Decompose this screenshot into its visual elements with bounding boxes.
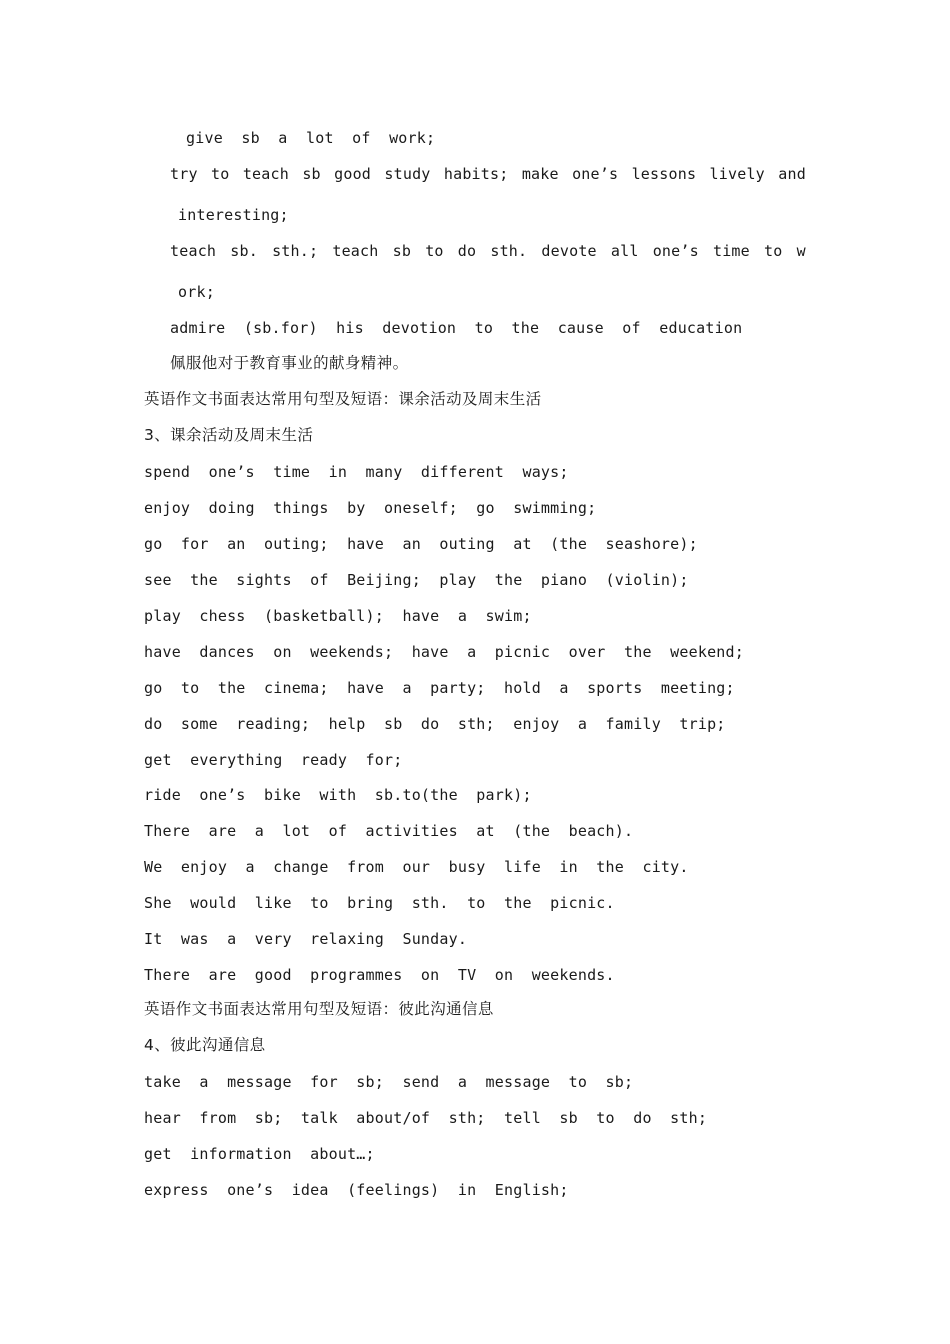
word: lessons bbox=[631, 165, 697, 183]
word: all bbox=[610, 242, 639, 260]
word: make bbox=[521, 165, 559, 183]
word: sth.; bbox=[272, 242, 319, 260]
text-line: give sb a lot of work; bbox=[186, 129, 436, 147]
text-line: get everything ready for; bbox=[144, 751, 403, 769]
text-line: go to the cinema; have a party; hold a sports meeting; bbox=[144, 679, 735, 697]
text-line: interesting; bbox=[178, 206, 289, 224]
text-line: There are a lot of activities at (the beach). bbox=[144, 822, 634, 840]
section-header: 英语作文书面表达常用句型及短语：课余活动及周末生活 bbox=[144, 390, 542, 408]
word: time bbox=[712, 242, 750, 260]
text-line: take a message for sb; send a message to sb; bbox=[144, 1073, 634, 1091]
word: good bbox=[334, 165, 372, 183]
text-line: ork; bbox=[178, 283, 215, 301]
text-line: She would like to bring sth. to the picnic. bbox=[144, 894, 615, 912]
section-title: 4、彼此沟通信息 bbox=[144, 1036, 266, 1054]
word: sb bbox=[302, 165, 321, 183]
text-line-justified bbox=[170, 164, 806, 184]
word: and bbox=[778, 165, 806, 183]
text-line: do some reading; help sb do sth; enjoy a family trip; bbox=[144, 715, 726, 733]
word: teach bbox=[170, 242, 217, 260]
word: sth. bbox=[490, 242, 528, 260]
word: to bbox=[425, 242, 444, 260]
text-line: admire (sb.for) his devotion to the cause of education bbox=[170, 319, 743, 337]
word: habits; bbox=[443, 165, 509, 183]
text-line: There are good programmes on TV on weekends. bbox=[144, 966, 615, 984]
section-header: 英语作文书面表达常用句型及短语：彼此沟通信息 bbox=[144, 1000, 494, 1018]
text-line: get information about…; bbox=[144, 1145, 375, 1163]
translation-line: 佩服他对于教育事业的献身精神。 bbox=[170, 354, 409, 372]
word: teach bbox=[242, 165, 289, 183]
word: try bbox=[170, 165, 198, 183]
word: to bbox=[211, 165, 230, 183]
word: teach bbox=[332, 242, 379, 260]
word: one’s bbox=[572, 165, 619, 183]
word: one’s bbox=[652, 242, 699, 260]
text-line-justified bbox=[170, 241, 806, 261]
word: lively bbox=[709, 165, 765, 183]
word: to bbox=[764, 242, 783, 260]
text-line: see the sights of Beijing; play the piano (violin); bbox=[144, 571, 689, 589]
text-line: ride one’s bike with sb.to(the park); bbox=[144, 786, 532, 804]
word: devote bbox=[541, 242, 597, 260]
text-line: play chess (basketball); have a swim; bbox=[144, 607, 532, 625]
text-line: spend one’s time in many different ways; bbox=[144, 463, 569, 481]
text-line: We enjoy a change from our busy life in the city. bbox=[144, 858, 689, 876]
section-title: 3、课余活动及周末生活 bbox=[144, 426, 314, 444]
text-line: have dances on weekends; have a picnic over the weekend; bbox=[144, 643, 744, 661]
word: study bbox=[384, 165, 431, 183]
word: sb bbox=[392, 242, 412, 260]
text-line: express one’s idea (feelings) in English; bbox=[144, 1181, 569, 1199]
text-line: hear from sb; talk about/of sth; tell sb to do sth; bbox=[144, 1109, 708, 1127]
text-line: enjoy doing things by oneself; go swimming; bbox=[144, 499, 597, 517]
word: sb. bbox=[230, 242, 258, 260]
text-line: It was a very relaxing Sunday. bbox=[144, 930, 468, 948]
word: w bbox=[796, 242, 806, 260]
text-line: go for an outing; have an outing at (the seashore); bbox=[144, 535, 698, 553]
word: do bbox=[457, 242, 477, 260]
